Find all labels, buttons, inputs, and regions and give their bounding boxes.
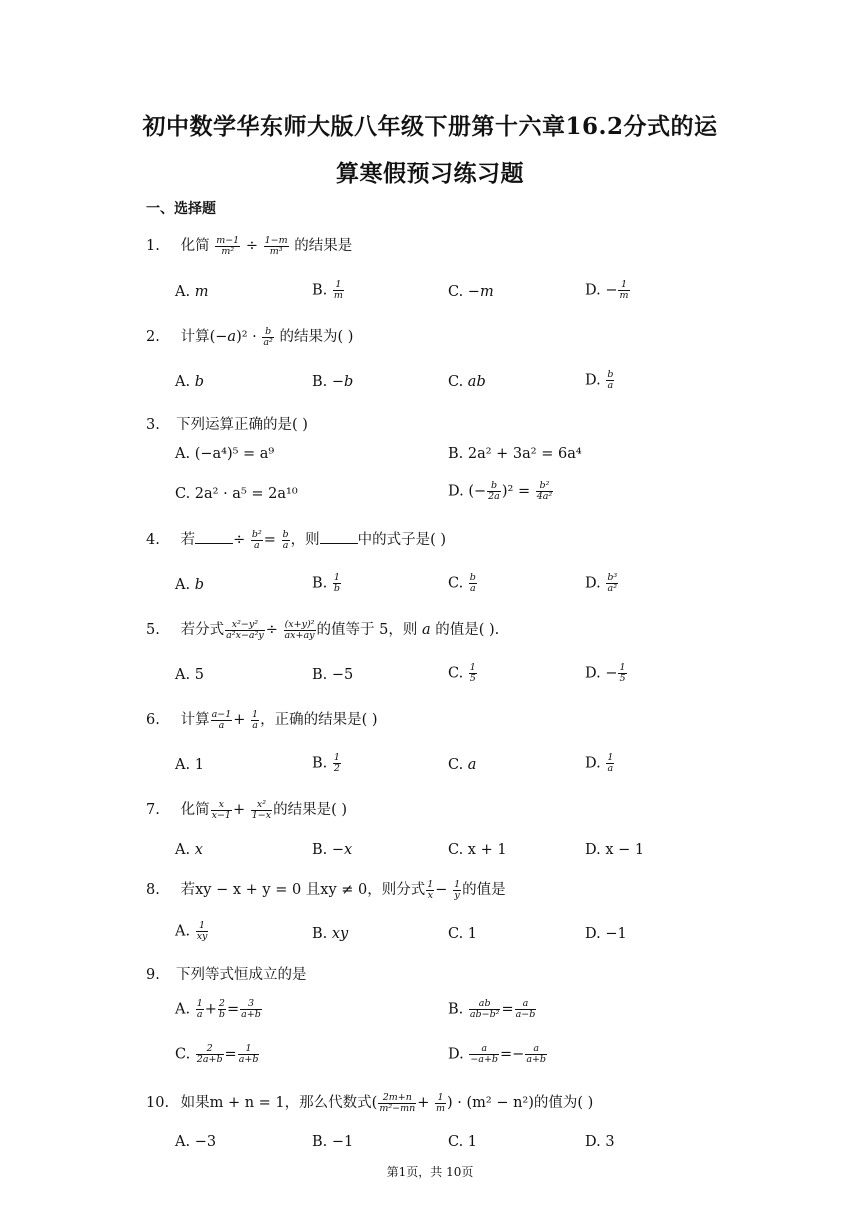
title-line-1: 初中数学华东师大版八年级下册第十六章16.2分式的运 — [142, 113, 718, 140]
option-c: C. $\frac{1}{5}$ — [448, 662, 476, 684]
option-d: D. $\frac{1}{a}$ — [585, 752, 614, 774]
question-10: 10. 如果m + n = 1，那么代数式( $\frac{2m+n}{\text{m²−mn}}$ + $\frac{1}{m}$ ) · (m² − n²)的值为( ) — [146, 1091, 594, 1114]
question-6: 6. 计算 $\frac{a-1}{a}$ + $\frac{1}{a}$ ，正确的结果是( ) — [146, 708, 378, 731]
question-5: 5. 若分式 $\frac{\text{x²−y²}}{\text{a²x−a²y}}$ ÷ $\frac{\text{(x+y)²}}{ax+ay}$ 的值等于 5，则 a 的值是( ). — [146, 618, 500, 641]
option-a: A. b — [175, 374, 204, 390]
option-c: C. ab — [448, 374, 486, 390]
option-a: A. m — [175, 284, 209, 300]
option-b: B. −1 — [312, 1134, 354, 1150]
option-a: A. 5 — [175, 667, 204, 683]
option-d: D. (− $\frac{b}{2a}$ )² = $\frac{\text{b²}}{\text{4a²}}$ — [448, 480, 553, 502]
option-c: C. $\frac{b}{a}$ — [448, 572, 476, 594]
option-d: D. $\frac{a}{-a+b}$ =− $\frac{a}{a+b}$ — [448, 1043, 547, 1065]
option-c: C. a — [448, 757, 477, 773]
page-footer: 第1页，共 10页 — [386, 1165, 474, 1179]
option-b: B. $\frac{ab}{\text{ab−b²}}$ = $\frac{a}{a-b}$ — [448, 998, 536, 1020]
option-d: D. $\frac{\text{b³}}{\text{a²}}$ — [585, 572, 618, 594]
option-b: B. 2a² + 3a² = 6a⁴ — [448, 446, 582, 462]
option-d: D. − $\frac{1}{5}$ — [585, 662, 626, 684]
question-text: 的结果是 — [294, 238, 353, 254]
option-c: C. x + 1 — [448, 842, 507, 858]
question-1 — [146, 234, 352, 256]
option-c: C. 1 — [448, 926, 478, 942]
option-c: C. 1 — [448, 1134, 478, 1150]
option-a: A. x — [175, 842, 203, 858]
option-a: A. (−a⁴)⁵ = a⁹ — [175, 446, 275, 462]
fraction: $\frac{b}{\text{a²}}$ — [263, 325, 273, 348]
option-d: D. x − 1 — [585, 842, 645, 858]
fraction: $\frac{m-1}{\text{m²}}$ — [216, 234, 240, 257]
option-d: D. − $\frac{1}{m}$ — [585, 279, 629, 301]
option-c: C. $\frac{2}{2a+b}$ = $\frac{1}{a+b}$ — [175, 1043, 259, 1065]
option-a: A. b — [175, 577, 204, 593]
option-d: D. 3 — [585, 1134, 615, 1150]
question-2: 2. 计算(−a)² · $\frac{b}{\text{a²}}$ 的结果为( ) — [146, 325, 354, 348]
option-b: B. $\frac{1}{2}$ — [312, 752, 340, 774]
option-b: B. xy — [312, 926, 349, 942]
option-a: A. $\frac{1}{a}$ + $\frac{2}{b}$ = $\frac{3}{a+b}$ — [175, 998, 261, 1020]
question-7: 7. 化简 $\frac{x}{x-1}$ + $\frac{\text{x²}}{1-x}$ 的结果是( ) — [146, 798, 348, 821]
question-4: 4. 若 ÷ $\frac{\text{b²}}{a}$ = $\frac{b}{a}$ ，则 中的式子是( ) — [146, 528, 447, 551]
answer-blank — [320, 543, 358, 544]
option-a: A. −3 — [175, 1134, 217, 1150]
title-line-2: 算寒假预习练习题 — [336, 160, 524, 187]
option-d: D. −1 — [585, 926, 627, 942]
option-b: B. −5 — [312, 667, 354, 683]
option-b: B. $\frac{1}{m}$ — [312, 279, 343, 301]
question-3: 3. 下列运算正确的是( ) — [146, 417, 308, 433]
answer-blank — [195, 543, 233, 544]
operator: ÷ — [245, 238, 258, 254]
question-text: 化简 — [180, 238, 210, 254]
question-9: 9. 下列等式恒成立的是 — [146, 967, 307, 983]
option-c: C. −m — [448, 284, 494, 300]
option-d: D. $\frac{b}{a}$ — [585, 369, 614, 391]
question-8: 8. 若xy − x + y = 0 且xy ≠ 0，则分式 $\frac{1}{x}$ − $\frac{1}{y}$ 的值是 — [146, 878, 506, 901]
option-a: A. $\frac{1}{xy}$ — [175, 920, 208, 942]
question-number: 1. — [146, 238, 160, 254]
fraction: $\frac{1-m}{\text{m³}}$ — [264, 234, 288, 257]
option-b: B. −x — [312, 842, 353, 858]
section-heading: 一、选择题 — [146, 201, 216, 217]
option-b: B. $\frac{1}{b}$ — [312, 572, 340, 594]
option-c: C. 2a² · a⁵ = 2a¹⁰ — [175, 486, 298, 502]
option-b: B. −b — [312, 374, 354, 390]
option-a: A. 1 — [175, 757, 204, 773]
